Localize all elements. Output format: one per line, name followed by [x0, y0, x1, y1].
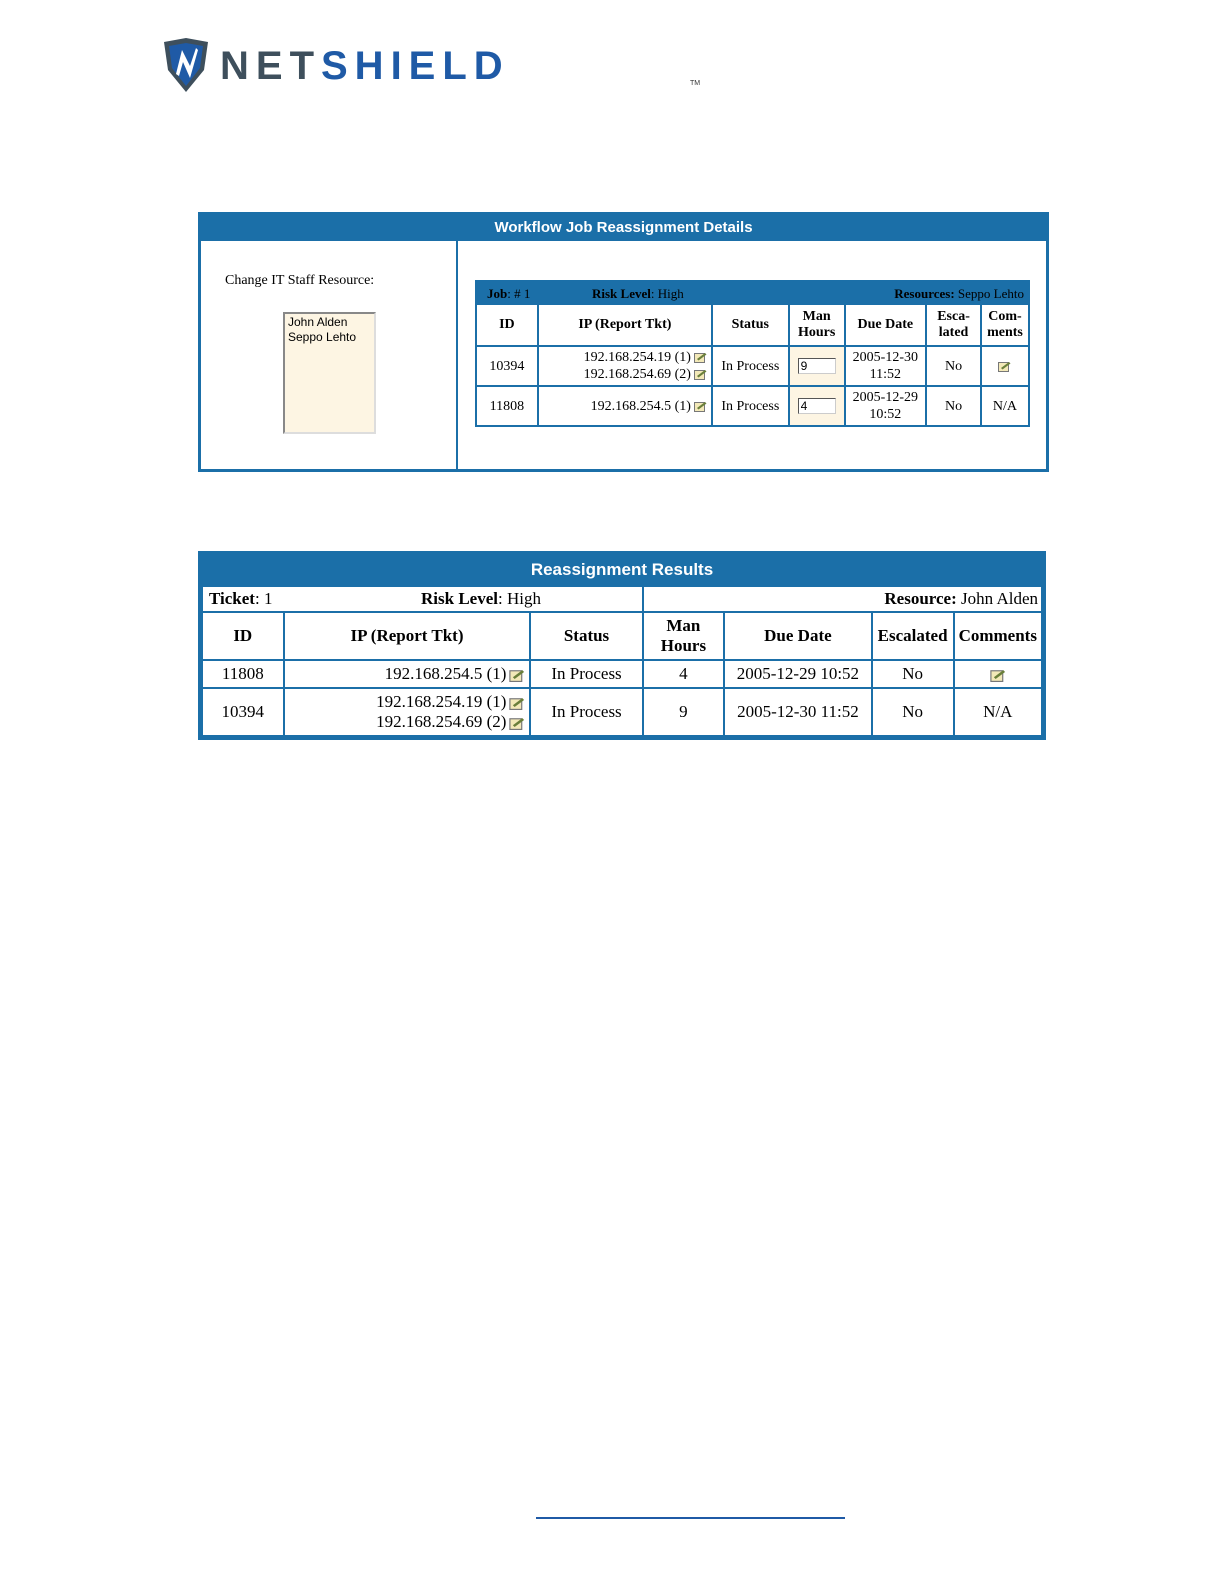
job-info-bar	[475, 280, 1030, 303]
col-comments: Com- ments	[981, 304, 1029, 346]
table-header-row	[202, 612, 1042, 660]
edit-note-icon[interactable]	[694, 401, 707, 412]
row-ip	[284, 660, 531, 688]
table-row	[476, 346, 1029, 386]
job-table-section	[475, 280, 1030, 427]
row-due-date: 2005-12-29 10:52	[845, 386, 927, 426]
ip-link[interactable]: 192.168.254.69 (2)	[583, 367, 691, 382]
edit-note-icon[interactable]	[509, 669, 525, 682]
ticket-info	[202, 586, 643, 612]
staff-resource-listbox[interactable]	[283, 312, 376, 434]
col-due-date: Due Date	[845, 304, 927, 346]
ip-link[interactable]: 192.168.254.69 (2)	[376, 712, 507, 731]
row-escalated: No	[872, 688, 954, 736]
col-escalated: Escalated	[872, 612, 954, 660]
row-man-hours: 9	[643, 688, 725, 736]
row-comments: N/A	[954, 688, 1042, 736]
row-ip	[284, 688, 531, 736]
shield-logo-icon	[160, 36, 212, 94]
staff-resource-section	[201, 241, 458, 469]
row-id: 10394	[476, 346, 538, 386]
col-status: Status	[712, 304, 789, 346]
job-table	[475, 303, 1030, 427]
col-ip: IP (Report Tkt)	[284, 612, 531, 660]
col-ip: IP (Report Tkt)	[538, 304, 712, 346]
edit-note-icon[interactable]	[694, 369, 707, 380]
netshield-logo	[160, 36, 701, 96]
man-hours-input[interactable]	[798, 398, 836, 414]
ticket-resource: Resource: John Alden	[643, 586, 1042, 612]
row-man-hours: 4	[643, 660, 725, 688]
brand-wordmark	[220, 42, 510, 90]
ticket-number: Ticket: 1	[209, 589, 273, 608]
row-due-date: 2005-12-30 11:52	[845, 346, 927, 386]
table-header-row	[476, 304, 1029, 346]
row-escalated: No	[926, 346, 981, 386]
row-status: In Process	[712, 386, 789, 426]
reassignment-details-panel	[198, 212, 1049, 472]
panel-title: Reassignment Results	[201, 554, 1043, 585]
ticket-risk-level: Risk Level: High	[421, 589, 541, 608]
table-row	[202, 688, 1042, 736]
table-row	[202, 660, 1042, 688]
reassignment-results-panel	[198, 551, 1046, 740]
ip-link[interactable]: 192.168.254.19 (1)	[376, 692, 507, 711]
col-id: ID	[476, 304, 538, 346]
row-comments: N/A	[981, 386, 1029, 426]
edit-note-icon[interactable]	[509, 717, 525, 730]
row-man-hours	[789, 346, 845, 386]
man-hours-input[interactable]	[798, 358, 836, 374]
row-status: In Process	[530, 660, 642, 688]
row-escalated: No	[872, 660, 954, 688]
row-man-hours	[789, 386, 845, 426]
brand-net: NET	[220, 44, 321, 88]
comment-note-icon[interactable]	[998, 361, 1011, 372]
brand-shield: SHIELD	[321, 44, 510, 88]
row-id: 11808	[476, 386, 538, 426]
col-id: ID	[202, 612, 284, 660]
ip-link[interactable]: 192.168.254.5 (1)	[590, 398, 691, 414]
ip-link[interactable]: 192.168.254.5 (1)	[384, 664, 507, 683]
job-number: Job: # 1	[487, 286, 531, 301]
row-status: In Process	[712, 346, 789, 386]
comment-note-icon[interactable]	[990, 669, 1006, 682]
row-status: In Process	[530, 688, 642, 736]
results-table	[201, 585, 1043, 737]
row-id: 11808	[202, 660, 284, 688]
row-ip	[538, 386, 712, 426]
row-ip	[538, 346, 712, 386]
job-risk-level: Risk Level: High	[592, 286, 684, 301]
footer-link-underline[interactable]	[536, 1517, 845, 1519]
staff-option-john-alden[interactable]: John Alden	[288, 315, 348, 329]
ticket-info-row	[202, 586, 1042, 612]
row-comments	[954, 660, 1042, 688]
row-due-date: 2005-12-30 11:52	[724, 688, 871, 736]
job-resources: Resources: Seppo Lehto	[894, 286, 1024, 301]
col-status: Status	[530, 612, 642, 660]
row-comments	[981, 346, 1029, 386]
edit-note-icon[interactable]	[694, 352, 707, 363]
col-due-date: Due Date	[724, 612, 871, 660]
ip-link[interactable]: 192.168.254.19 (1)	[583, 350, 691, 365]
row-id: 10394	[202, 688, 284, 736]
panel-title: Workflow Job Reassignment Details	[201, 215, 1046, 241]
col-man-hours: Man Hours	[643, 612, 725, 660]
row-escalated: No	[926, 386, 981, 426]
staff-option-seppo-lehto[interactable]: Seppo Lehto	[288, 330, 357, 344]
trademark: TM	[690, 80, 701, 87]
edit-note-icon[interactable]	[509, 697, 525, 710]
row-due-date: 2005-12-29 10:52	[724, 660, 871, 688]
col-escalated: Esca- lated	[926, 304, 981, 346]
table-row	[476, 386, 1029, 426]
col-comments: Comments	[954, 612, 1042, 660]
col-man-hours: Man Hours	[789, 304, 845, 346]
change-staff-label: Change IT Staff Resource:	[225, 273, 375, 288]
